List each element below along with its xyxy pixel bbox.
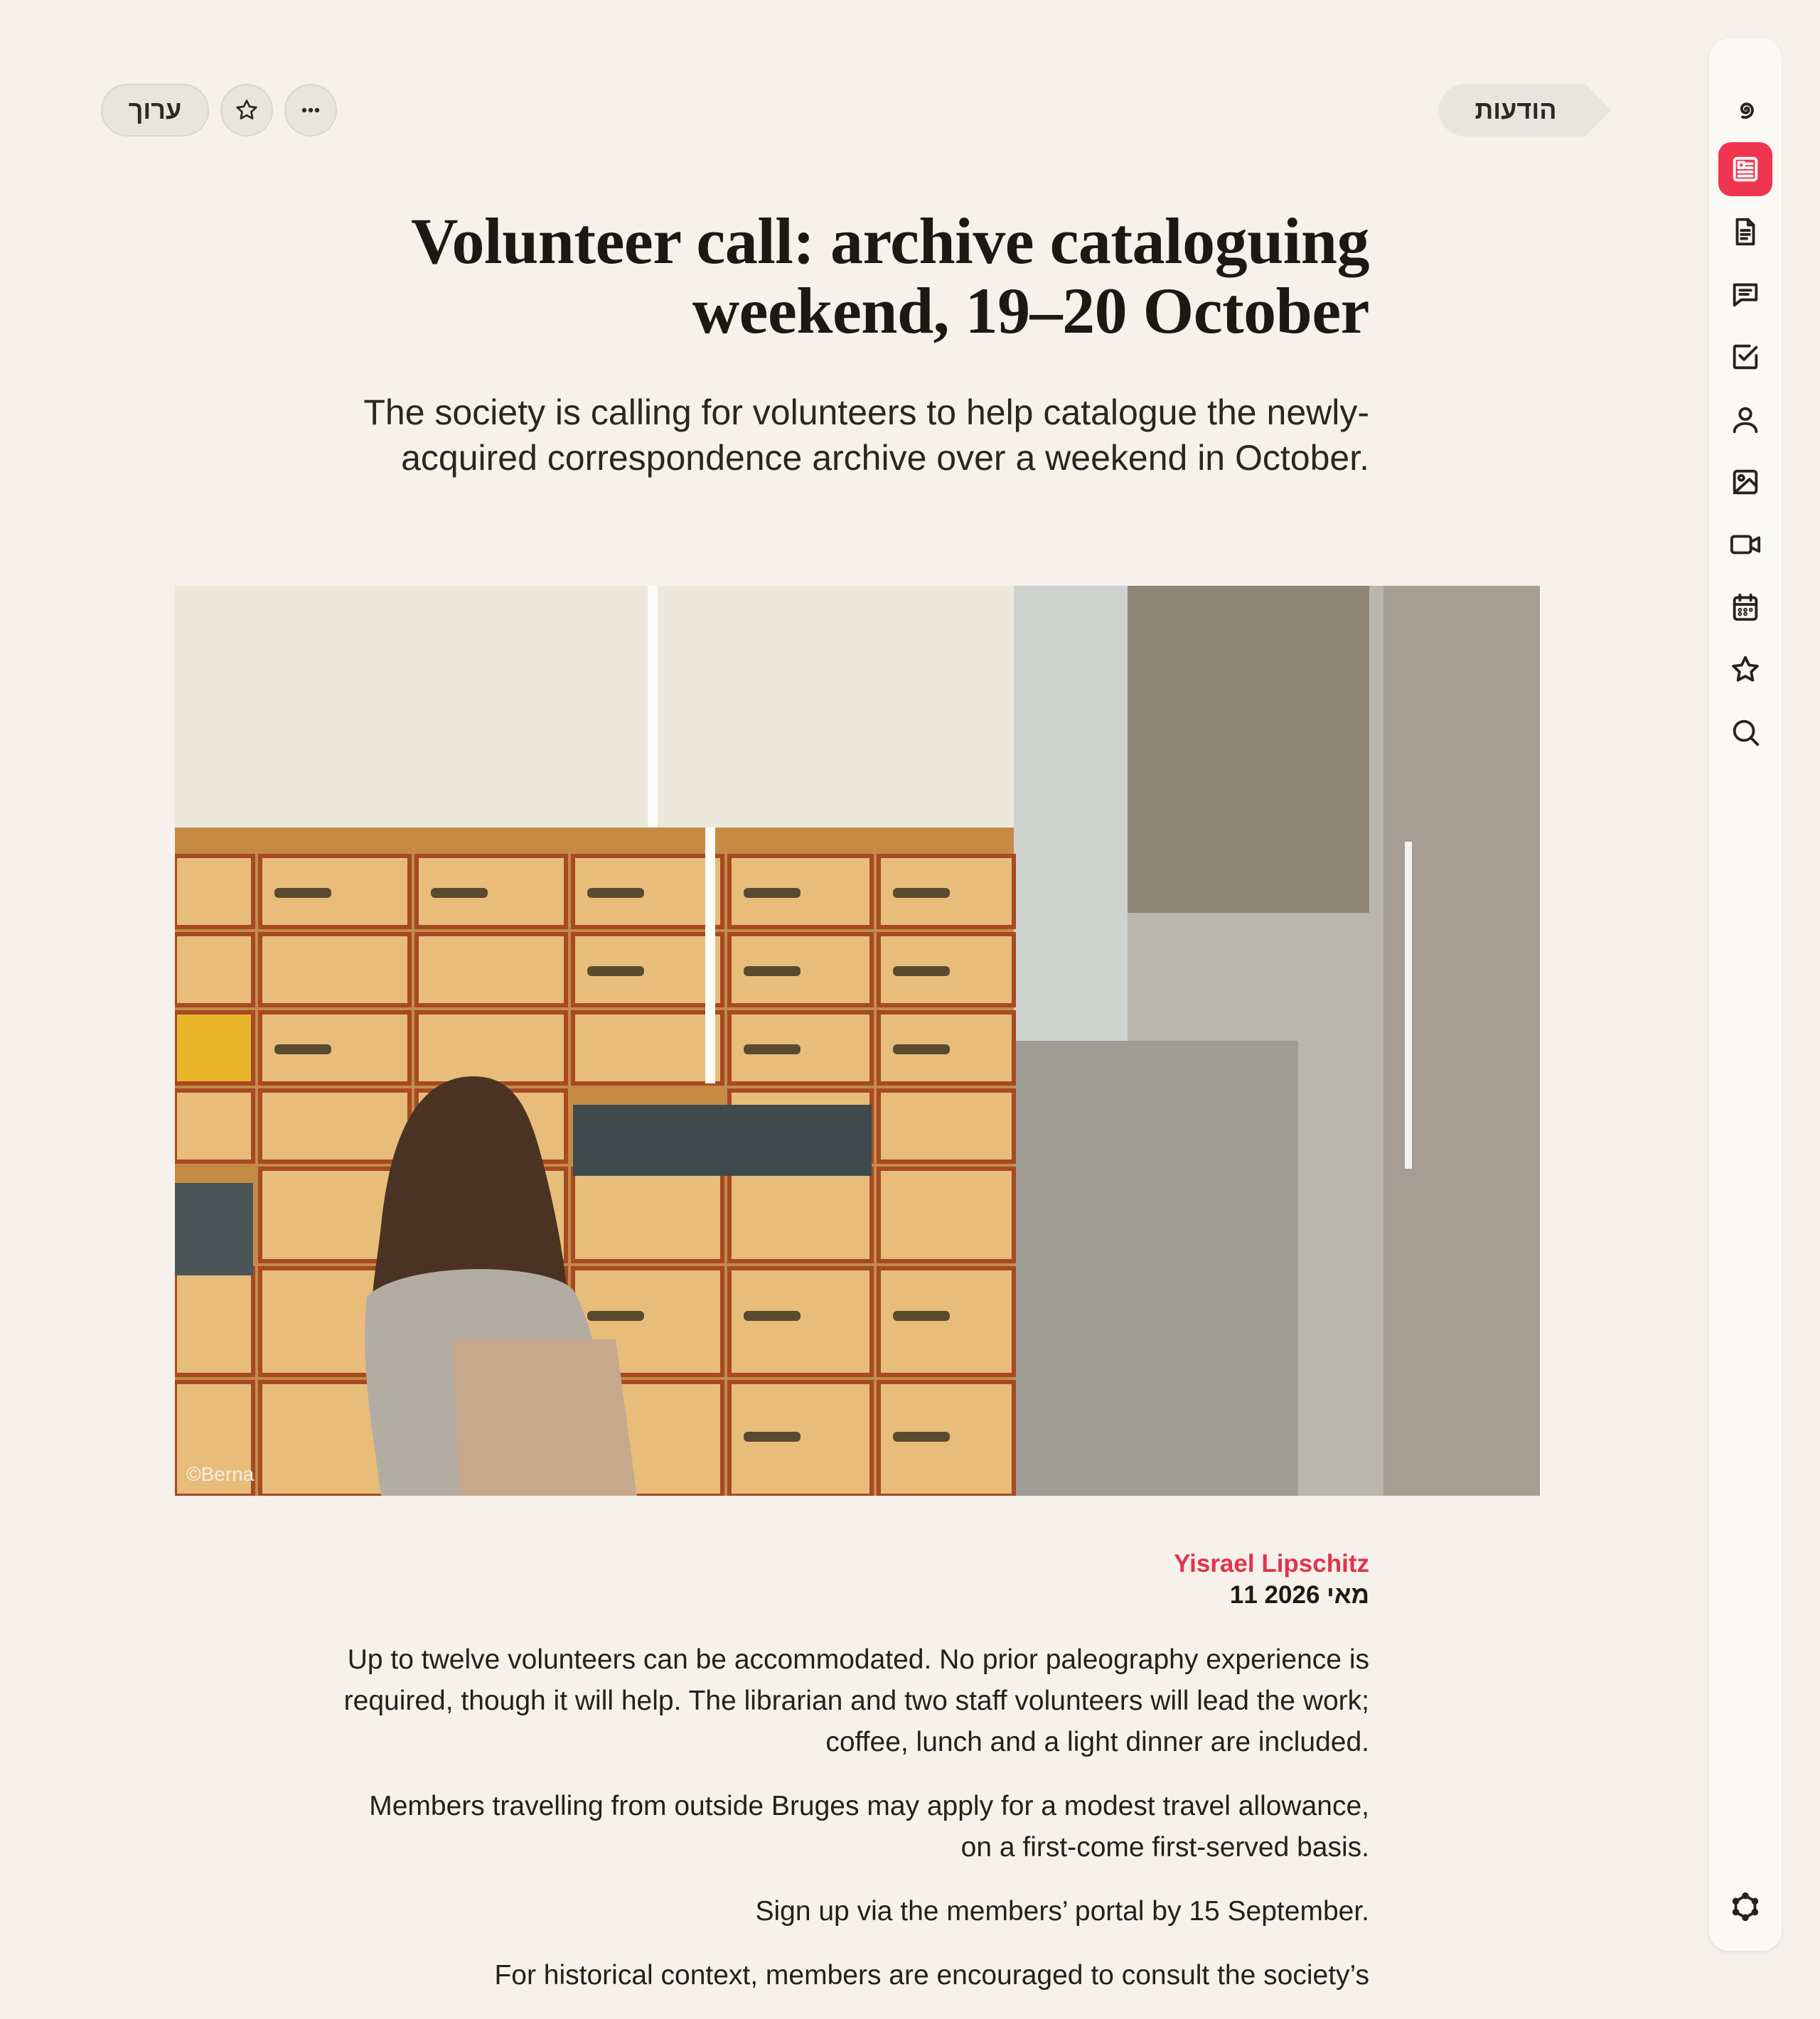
more-horizontal-icon [298,97,323,123]
article-paragraph: For historical context, members are encouraged to consult the society’s [494,1960,1369,1991]
article-paragraph: Sign up via the members’ portal by 15 September. [755,1896,1369,1927]
calendar-icon [1729,591,1762,623]
image-icon [1729,466,1762,498]
favorite-button[interactable] [220,84,273,136]
breadcrumb-arrow [1585,84,1611,136]
edit-button[interactable]: ערוך [101,84,209,136]
nav-favorites[interactable] [1718,643,1772,697]
article-body [341,1639,1369,2019]
breadcrumb-announcements[interactable]: הודעות [1439,84,1585,136]
more-options-button[interactable] [284,84,337,136]
nav-discussions[interactable] [1718,267,1772,321]
side-nav-rail [1709,38,1782,1951]
star-icon [1729,653,1762,686]
nav-gallery[interactable] [1718,455,1772,509]
nav-search[interactable] [1718,705,1772,759]
image-credit: ©Berna [186,1463,255,1485]
document-icon [1729,215,1762,248]
nav-documents[interactable] [1718,205,1772,259]
settings-icon [1729,1890,1762,1923]
author-name[interactable]: Yisrael Lipschitz [1174,1550,1369,1578]
nav-calendar[interactable] [1718,580,1772,634]
nav-tasks[interactable] [1718,330,1772,384]
article-title: Volunteer call: archive cataloguing weekend, 19–20 October [411,205,1369,347]
spiral-logo-icon [1729,93,1762,126]
article-paragraph: Members travelling from outside Bruges may apply for a modest travel allowance, on a first-come first-served basis. [369,1791,1369,1863]
nav-news[interactable] [1718,142,1772,196]
nav-people[interactable] [1718,392,1772,446]
news-icon [1729,153,1762,186]
nav-settings[interactable] [1718,1880,1772,1934]
video-icon [1729,528,1762,561]
article-subtitle: The society is calling for volunteers to help catalogue the newly-acquired correspondence archive over a weekend in October. [363,392,1369,478]
checkbox-icon [1729,341,1762,373]
logo-button[interactable] [1718,82,1772,136]
nav-videos[interactable] [1718,518,1772,572]
star-icon [234,97,259,123]
hero-image [175,586,1540,1496]
publish-date: 11 מאי 2026 [1229,1581,1369,1609]
user-icon [1729,403,1762,436]
article-paragraph: Up to twelve volunteers can be accommodated. No prior paleography experience is required, though it will help. The librarian and two staff volunteers will lead the work; coffee, lunch and a light dinner are included. [343,1644,1369,1757]
chat-icon [1729,278,1762,311]
search-icon [1729,716,1762,749]
hero-photo-illustration [175,586,1540,1496]
